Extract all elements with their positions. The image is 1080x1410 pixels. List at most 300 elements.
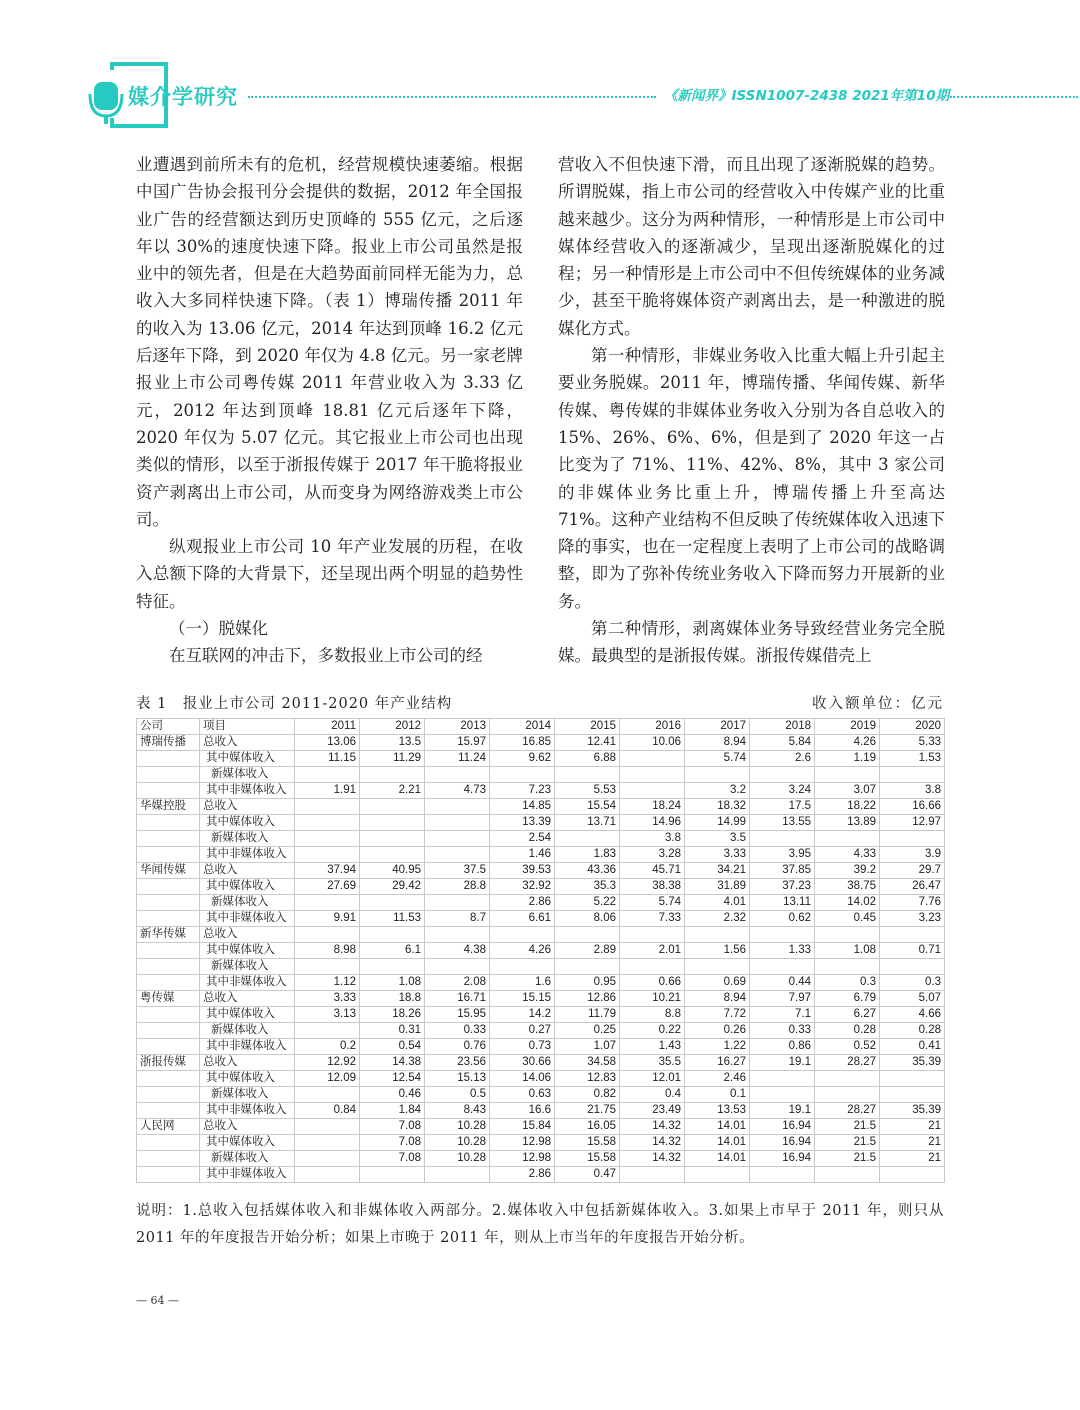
value-cell: 11.24 — [425, 751, 490, 767]
value-cell: 11.15 — [295, 751, 360, 767]
value-cell — [295, 767, 360, 783]
item-cell: 总收入 — [200, 735, 295, 751]
value-cell: 1.08 — [815, 943, 880, 959]
company-cell — [137, 1087, 200, 1103]
table-header-cell: 2017 — [685, 719, 750, 735]
value-cell: 13.5 — [360, 735, 425, 751]
value-cell: 12.41 — [555, 735, 620, 751]
value-cell: 3.8 — [620, 831, 685, 847]
table-row — [137, 1007, 945, 1023]
company-cell — [137, 975, 200, 991]
value-cell — [295, 847, 360, 863]
value-cell: 28.27 — [815, 1055, 880, 1071]
value-cell: 14.02 — [815, 895, 880, 911]
industry-structure-table — [136, 718, 945, 1183]
value-cell — [360, 831, 425, 847]
left-column — [136, 151, 523, 670]
value-cell: 18.26 — [360, 1007, 425, 1023]
company-cell — [137, 1007, 200, 1023]
header-divider-right — [950, 96, 1078, 98]
table-row — [137, 799, 945, 815]
value-cell: 35.3 — [555, 879, 620, 895]
value-cell: 21 — [880, 1119, 945, 1135]
value-cell: 4.33 — [815, 847, 880, 863]
table-row — [137, 1119, 945, 1135]
value-cell — [425, 847, 490, 863]
value-cell: 23.56 — [425, 1055, 490, 1071]
value-cell — [750, 1071, 815, 1087]
value-cell: 14.32 — [620, 1151, 685, 1167]
value-cell: 4.73 — [425, 783, 490, 799]
value-cell: 23.49 — [620, 1103, 685, 1119]
value-cell: 14.32 — [620, 1119, 685, 1135]
value-cell — [295, 831, 360, 847]
value-cell: 16.6 — [490, 1103, 555, 1119]
value-cell — [360, 767, 425, 783]
company-cell — [137, 783, 200, 799]
value-cell: 5.74 — [685, 751, 750, 767]
value-cell — [620, 751, 685, 767]
value-cell: 5.53 — [555, 783, 620, 799]
value-cell — [295, 895, 360, 911]
value-cell: 5.74 — [620, 895, 685, 911]
table-row — [137, 767, 945, 783]
page-number: — 64 — — [136, 1294, 179, 1307]
journal-info: 《新闻界》ISSN1007-2438 2021年第10期 — [664, 88, 950, 104]
item-cell: 新媒体收入 — [200, 1151, 295, 1167]
value-cell: 4.26 — [490, 943, 555, 959]
value-cell: 21 — [880, 1135, 945, 1151]
value-cell — [620, 767, 685, 783]
value-cell: 45.71 — [620, 863, 685, 879]
value-cell: 3.28 — [620, 847, 685, 863]
value-cell — [880, 959, 945, 975]
value-cell: 0.73 — [490, 1039, 555, 1055]
item-cell: 其中媒体收入 — [200, 943, 295, 959]
value-cell — [490, 927, 555, 943]
value-cell — [360, 927, 425, 943]
value-cell — [295, 1135, 360, 1151]
value-cell: 29.7 — [880, 863, 945, 879]
value-cell: 14.01 — [685, 1135, 750, 1151]
table-row — [137, 735, 945, 751]
table-row — [137, 1151, 945, 1167]
value-cell: 35.39 — [880, 1055, 945, 1071]
value-cell: 0.54 — [360, 1039, 425, 1055]
item-cell: 新媒体收入 — [200, 895, 295, 911]
value-cell: 12.98 — [490, 1135, 555, 1151]
table-header-cell: 2019 — [815, 719, 880, 735]
value-cell: 18.22 — [815, 799, 880, 815]
value-cell: 7.76 — [880, 895, 945, 911]
value-cell: 6.1 — [360, 943, 425, 959]
value-cell — [360, 847, 425, 863]
value-cell: 15.58 — [555, 1151, 620, 1167]
right-column — [558, 151, 945, 670]
value-cell — [295, 1023, 360, 1039]
table-row — [137, 927, 945, 943]
company-cell — [137, 767, 200, 783]
value-cell — [815, 767, 880, 783]
company-cell: 人民网 — [137, 1119, 200, 1135]
value-cell: 27.69 — [295, 879, 360, 895]
value-cell: 38.38 — [620, 879, 685, 895]
value-cell: 12.86 — [555, 991, 620, 1007]
value-cell: 0.76 — [425, 1039, 490, 1055]
value-cell — [295, 1087, 360, 1103]
value-cell: 0.69 — [685, 975, 750, 991]
value-cell: 11.29 — [360, 751, 425, 767]
table-header-row — [137, 719, 945, 735]
value-cell: 0.95 — [555, 975, 620, 991]
value-cell — [685, 927, 750, 943]
value-cell — [555, 927, 620, 943]
value-cell — [880, 831, 945, 847]
value-cell — [425, 767, 490, 783]
company-cell — [137, 847, 200, 863]
table-row — [137, 895, 945, 911]
value-cell — [685, 959, 750, 975]
value-cell: 0.3 — [815, 975, 880, 991]
table-row — [137, 1071, 945, 1087]
value-cell: 15.54 — [555, 799, 620, 815]
value-cell: 7.08 — [360, 1119, 425, 1135]
table-row — [137, 1039, 945, 1055]
value-cell: 16.94 — [750, 1151, 815, 1167]
value-cell: 8.94 — [685, 991, 750, 1007]
table-row — [137, 911, 945, 927]
value-cell: 5.22 — [555, 895, 620, 911]
value-cell: 10.28 — [425, 1151, 490, 1167]
value-cell: 0.1 — [685, 1087, 750, 1103]
value-cell: 16.71 — [425, 991, 490, 1007]
value-cell: 2.01 — [620, 943, 685, 959]
value-cell: 8.94 — [685, 735, 750, 751]
value-cell: 1.46 — [490, 847, 555, 863]
header-divider-left — [248, 96, 656, 98]
value-cell — [815, 1167, 880, 1183]
item-cell: 新媒体收入 — [200, 1023, 295, 1039]
item-cell: 总收入 — [200, 1055, 295, 1071]
value-cell: 0.31 — [360, 1023, 425, 1039]
paragraph: （一）脱媒化 — [169, 619, 268, 639]
value-cell — [425, 815, 490, 831]
value-cell: 1.53 — [880, 751, 945, 767]
value-cell: 35.5 — [620, 1055, 685, 1071]
value-cell: 21.5 — [815, 1151, 880, 1167]
value-cell: 14.01 — [685, 1151, 750, 1167]
value-cell: 26.47 — [880, 879, 945, 895]
table-row — [137, 991, 945, 1007]
value-cell: 5.84 — [750, 735, 815, 751]
value-cell: 5.33 — [880, 735, 945, 751]
table-row — [137, 1055, 945, 1071]
table-row — [137, 975, 945, 991]
item-cell: 其中非媒体收入 — [200, 911, 295, 927]
item-cell: 总收入 — [200, 991, 295, 1007]
value-cell — [425, 895, 490, 911]
company-cell — [137, 1151, 200, 1167]
value-cell — [750, 767, 815, 783]
value-cell: 0.22 — [620, 1023, 685, 1039]
value-cell: 39.53 — [490, 863, 555, 879]
item-cell: 其中非媒体收入 — [200, 1103, 295, 1119]
value-cell: 8.7 — [425, 911, 490, 927]
value-cell: 1.91 — [295, 783, 360, 799]
table-caption: 表 1 报业上市公司 2011-2020 年产业结构 — [136, 696, 453, 712]
value-cell: 2.32 — [685, 911, 750, 927]
value-cell — [620, 1167, 685, 1183]
value-cell — [425, 927, 490, 943]
value-cell: 14.32 — [620, 1135, 685, 1151]
value-cell — [620, 959, 685, 975]
value-cell: 1.43 — [620, 1039, 685, 1055]
value-cell: 3.13 — [295, 1007, 360, 1023]
table-row — [137, 1103, 945, 1119]
value-cell: 30.66 — [490, 1055, 555, 1071]
value-cell — [880, 1087, 945, 1103]
value-cell: 0.4 — [620, 1087, 685, 1103]
value-cell — [880, 1167, 945, 1183]
value-cell: 6.79 — [815, 991, 880, 1007]
item-cell: 其中媒体收入 — [200, 1071, 295, 1087]
item-cell: 新媒体收入 — [200, 1087, 295, 1103]
value-cell — [750, 927, 815, 943]
table-row — [137, 751, 945, 767]
value-cell — [815, 959, 880, 975]
paragraph: 营收入不但快速下滑，而且出现了逐渐脱媒的趋势。所谓脱媒，指上市公司的经营收入中传媒产业的比重越来越少。这分为两种情形，一种情形是上市公司中媒体经营收入的逐渐减少，呈现出逐渐脱媒化的过程；另一种情形是上市公司中不但传统媒体的业务减少，甚至干脆将媒体资产剥离出去，是一种激进的脱媒化方式。 — [558, 155, 945, 338]
value-cell — [750, 831, 815, 847]
table-row — [137, 783, 945, 799]
table-row — [137, 943, 945, 959]
value-cell: 0.5 — [425, 1087, 490, 1103]
table-header-cell: 2011 — [295, 719, 360, 735]
company-cell — [137, 815, 200, 831]
item-cell: 其中非媒体收入 — [200, 975, 295, 991]
value-cell: 2.86 — [490, 895, 555, 911]
value-cell: 8.8 — [620, 1007, 685, 1023]
value-cell: 31.89 — [685, 879, 750, 895]
table-note: 说明：1.总收入包括媒体收入和非媒体收入两部分。2.媒体收入中包括新媒体收入。3.如果上市早于 2011 年，则只从 2011 年的年度报告开始分析；如果上市晚于 2011 年，则从上市当年的年度报告开始分析。 — [136, 1203, 944, 1246]
table-row — [137, 1023, 945, 1039]
value-cell: 8.06 — [555, 911, 620, 927]
table-row — [137, 879, 945, 895]
value-cell: 37.94 — [295, 863, 360, 879]
item-cell: 总收入 — [200, 927, 295, 943]
value-cell: 13.71 — [555, 815, 620, 831]
value-cell: 0.45 — [815, 911, 880, 927]
value-cell: 3.07 — [815, 783, 880, 799]
company-cell — [137, 943, 200, 959]
item-cell: 新媒体收入 — [200, 959, 295, 975]
company-cell: 华媒控股 — [137, 799, 200, 815]
value-cell: 4.26 — [815, 735, 880, 751]
value-cell: 3.23 — [880, 911, 945, 927]
value-cell: 1.22 — [685, 1039, 750, 1055]
value-cell: 3.24 — [750, 783, 815, 799]
value-cell: 21.5 — [815, 1119, 880, 1135]
value-cell — [620, 927, 685, 943]
value-cell: 34.58 — [555, 1055, 620, 1071]
value-cell: 35.39 — [880, 1103, 945, 1119]
item-cell: 总收入 — [200, 1119, 295, 1135]
company-cell — [137, 1039, 200, 1055]
value-cell — [295, 959, 360, 975]
item-cell: 其中媒体收入 — [200, 815, 295, 831]
value-cell — [815, 1071, 880, 1087]
value-cell — [360, 895, 425, 911]
value-cell — [815, 1087, 880, 1103]
value-cell — [880, 927, 945, 943]
value-cell: 13.53 — [685, 1103, 750, 1119]
item-cell: 其中非媒体收入 — [200, 1167, 295, 1183]
value-cell: 0.33 — [425, 1023, 490, 1039]
value-cell: 5.07 — [880, 991, 945, 1007]
value-cell: 9.91 — [295, 911, 360, 927]
value-cell: 10.06 — [620, 735, 685, 751]
table-header-cell: 2015 — [555, 719, 620, 735]
item-cell: 总收入 — [200, 863, 295, 879]
value-cell: 0.82 — [555, 1087, 620, 1103]
value-cell — [685, 767, 750, 783]
table-header-cell: 2012 — [360, 719, 425, 735]
table-row — [137, 959, 945, 975]
paragraph: 纵观报业上市公司 10 年产业发展的历程，在收入总额下降的大背景下，还呈现出两个明显的趋势性特征。 — [136, 537, 523, 611]
company-cell — [137, 911, 200, 927]
paragraph: 业遭遇到前所未有的危机，经营规模快速萎缩。根据中国广告协会报刊分会提供的数据，2012 年全国报业广告的经营额达到历史顶峰的 555 亿元，之后逐年以 30%的速度快速下降。报业上市公司虽然是报业中的领先者，但是在大趋势面前同样无能为力，总收入大多同样快速下降。（表 1）博瑞传播 2011 年的收入为 13.06 亿元，2014 年达到顶峰 16.2 亿元后逐年下降，到 2020 年仅为 4.8 亿元。另一家老牌报业上市公司粤传媒 2011 年营业收入为 3.33 亿元，2012 年达到顶峰 18.81 亿元后逐年下降，2020 年仅为 5.07 亿元。其它报业上市公司也出现类似的情形，以至于浙报传媒于 2017 年干脆将报业资产剥离出上市公司，从而变身为网络游戏类上市公司。 — [136, 155, 523, 529]
value-cell: 0.84 — [295, 1103, 360, 1119]
value-cell: 0.44 — [750, 975, 815, 991]
value-cell: 14.96 — [620, 815, 685, 831]
company-cell: 华闻传媒 — [137, 863, 200, 879]
table-header-cell: 公司 — [137, 719, 200, 735]
table-row — [137, 1167, 945, 1183]
value-cell: 0.47 — [555, 1167, 620, 1183]
value-cell: 4.01 — [685, 895, 750, 911]
value-cell: 32.92 — [490, 879, 555, 895]
value-cell: 16.94 — [750, 1119, 815, 1135]
item-cell: 其中媒体收入 — [200, 879, 295, 895]
value-cell: 17.5 — [750, 799, 815, 815]
value-cell: 10.21 — [620, 991, 685, 1007]
value-cell: 3.95 — [750, 847, 815, 863]
value-cell: 11.53 — [360, 911, 425, 927]
value-cell — [360, 815, 425, 831]
value-cell: 2.54 — [490, 831, 555, 847]
value-cell: 8.43 — [425, 1103, 490, 1119]
value-cell: 18.8 — [360, 991, 425, 1007]
value-cell: 13.89 — [815, 815, 880, 831]
table-header-cell: 2013 — [425, 719, 490, 735]
value-cell — [360, 1167, 425, 1183]
value-cell: 12.97 — [880, 815, 945, 831]
value-cell: 16.05 — [555, 1119, 620, 1135]
value-cell — [295, 1119, 360, 1135]
value-cell — [295, 799, 360, 815]
value-cell — [425, 831, 490, 847]
table-row — [137, 1135, 945, 1151]
value-cell: 37.85 — [750, 863, 815, 879]
value-cell — [295, 1167, 360, 1183]
value-cell: 18.32 — [685, 799, 750, 815]
value-cell: 13.39 — [490, 815, 555, 831]
value-cell — [555, 959, 620, 975]
value-cell: 0.63 — [490, 1087, 555, 1103]
value-cell: 0.86 — [750, 1039, 815, 1055]
value-cell: 14.2 — [490, 1007, 555, 1023]
value-cell: 14.85 — [490, 799, 555, 815]
value-cell: 28.8 — [425, 879, 490, 895]
company-cell — [137, 879, 200, 895]
value-cell — [750, 959, 815, 975]
value-cell — [360, 799, 425, 815]
value-cell: 7.08 — [360, 1151, 425, 1167]
value-cell: 7.33 — [620, 911, 685, 927]
company-cell — [137, 751, 200, 767]
value-cell: 6.61 — [490, 911, 555, 927]
value-cell: 16.66 — [880, 799, 945, 815]
value-cell: 9.62 — [490, 751, 555, 767]
value-cell: 11.79 — [555, 1007, 620, 1023]
value-cell: 2.89 — [555, 943, 620, 959]
value-cell — [620, 783, 685, 799]
table-header-cell: 项目 — [200, 719, 295, 735]
value-cell: 4.66 — [880, 1007, 945, 1023]
value-cell — [490, 959, 555, 975]
value-cell: 0.26 — [685, 1023, 750, 1039]
value-cell: 7.72 — [685, 1007, 750, 1023]
value-cell: 2.86 — [490, 1167, 555, 1183]
value-cell: 0.27 — [490, 1023, 555, 1039]
value-cell: 2.08 — [425, 975, 490, 991]
item-cell: 新媒体收入 — [200, 831, 295, 847]
company-cell — [137, 959, 200, 975]
item-cell: 其中非媒体收入 — [200, 1039, 295, 1055]
value-cell: 2.21 — [360, 783, 425, 799]
value-cell: 7.1 — [750, 1007, 815, 1023]
value-cell: 0.66 — [620, 975, 685, 991]
value-cell — [555, 831, 620, 847]
value-cell: 0.28 — [880, 1023, 945, 1039]
value-cell: 15.58 — [555, 1135, 620, 1151]
paragraph: 在互联网的冲击下，多数报业上市公司的经 — [169, 646, 483, 666]
table-header-cell: 2016 — [620, 719, 685, 735]
company-cell — [137, 895, 200, 911]
company-cell: 浙报传媒 — [137, 1055, 200, 1071]
table-header-cell: 2014 — [490, 719, 555, 735]
value-cell: 7.97 — [750, 991, 815, 1007]
value-cell: 21.5 — [815, 1135, 880, 1151]
value-cell: 10.28 — [425, 1135, 490, 1151]
value-cell: 6.27 — [815, 1007, 880, 1023]
value-cell: 39.2 — [815, 863, 880, 879]
value-cell: 38.75 — [815, 879, 880, 895]
company-cell: 粤传媒 — [137, 991, 200, 1007]
value-cell: 3.2 — [685, 783, 750, 799]
value-cell: 12.83 — [555, 1071, 620, 1087]
value-cell — [295, 815, 360, 831]
value-cell: 0.28 — [815, 1023, 880, 1039]
company-cell: 新华传媒 — [137, 927, 200, 943]
value-cell: 19.1 — [750, 1055, 815, 1071]
value-cell: 21 — [880, 1151, 945, 1167]
value-cell — [295, 927, 360, 943]
value-cell: 37.5 — [425, 863, 490, 879]
table-row — [137, 863, 945, 879]
value-cell — [425, 959, 490, 975]
value-cell: 14.99 — [685, 815, 750, 831]
value-cell: 0.25 — [555, 1023, 620, 1039]
